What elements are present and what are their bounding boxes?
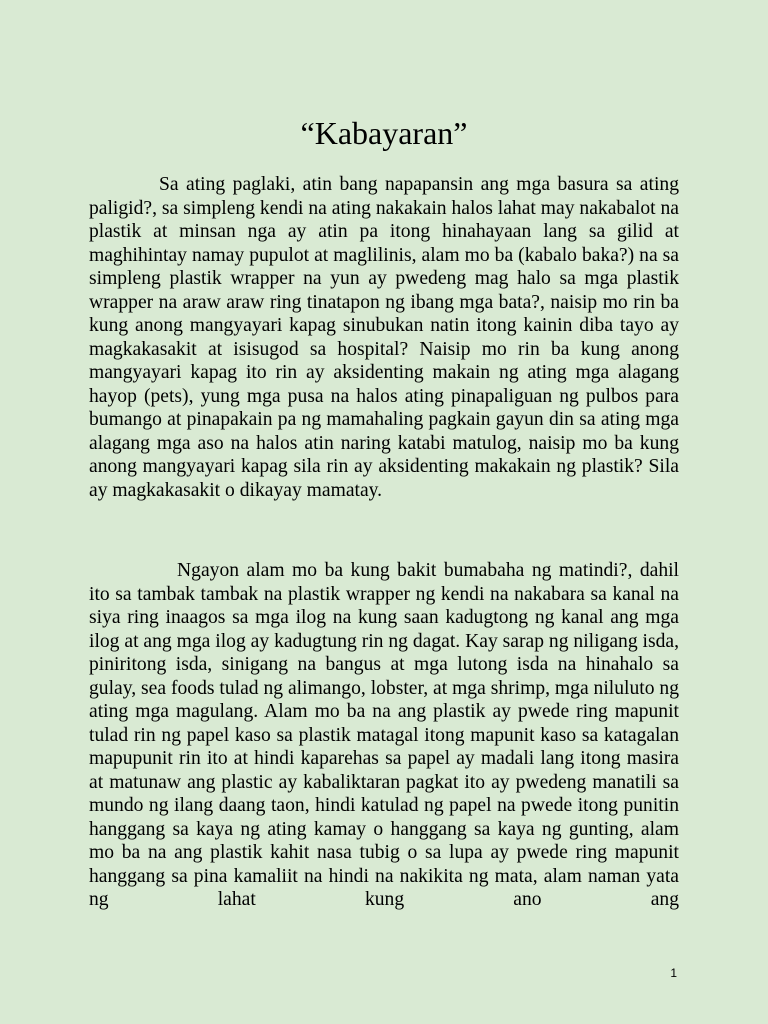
page-number: 1 xyxy=(670,966,677,980)
paragraph-2: Ngayon alam mo ba kung bakit bumabaha ng matindi?, dahil ito sa tambak tambak na plastik wrapper ng kendi na nakabara sa kanal na siya ring inaagos sa mga ilog na kung saan kadugtong ng kanal ang mga ilog at ang mga ilog ay kadugtung rin ng dagat. Kay sarap ng niligang isda, piniritong isda, sinigang na bangus at mga lutong isda na hinahalo sa gulay, sea foods tulad ng alimango, lobster, at mga shrimp, mga niluluto ng ating mga magulang. Alam mo ba na ang plastik ay pwede ring mapunit tulad rin ng papel kaso sa plastik matagal itong mapunit kaso sa katagalan mapupunit rin ito at hindi kaparehas sa papel ay madali lang itong masira at matunaw ang plastic ay kabaliktaran pagkat ito ay pwedeng manatili sa mundo ng ilang daang taon, hindi katulad ng papel na pwede itong punitin hanggang sa kaya ng ating kamay o hanggang sa kaya ng gunting, alam mo ba na ang plastik kahit nasa tubig o sa lupa ay pwede ring mapunit hanggang sa pina kamaliit na hindi na nakikita ng mata, alam naman yata ng lahat kung ano ang xyxy=(89,560,680,910)
document-title: “Kabayaran” xyxy=(300,115,468,151)
paragraph-1: Sa ating paglaki, atin bang napapansin ang mga basura sa ating paligid?, sa simpleng kendi na ating nakakain halos lahat may nakabalot na plastik at minsan nga ay atin pa itong hinahayaan lang sa gilid at maghihintay namay pupulot at maglilinis, alam mo ba (kabalo baka?) na sa simpleng plastik wrapper na yun ay pwedeng mag halo sa mga plastik wrapper na araw araw ring tinatapon ng ibang mga bata?, naisip mo rin ba kung anong mangyayari kapag sinubukan natin itong kainin diba tayo ay magkakasakit at isisugod sa hospital? Naisip mo rin ba kung anong mangyayari kapag ito rin ay aksidenting makain ng ating mga alagang hayop (pets), yung mga pusa na halos ating pinapaliguan ng pulbos para bumango at pinapakain pa ng mamahaling pagkain gayun din sa ating mga alagang mga aso na halos atin naring katabi matulog, naisip mo ba kung anong mangyayari kapag sila rin ay aksidenting makakain ng plastik? Sila ay magkakasakit o dikayay mamatay. xyxy=(89,174,679,501)
